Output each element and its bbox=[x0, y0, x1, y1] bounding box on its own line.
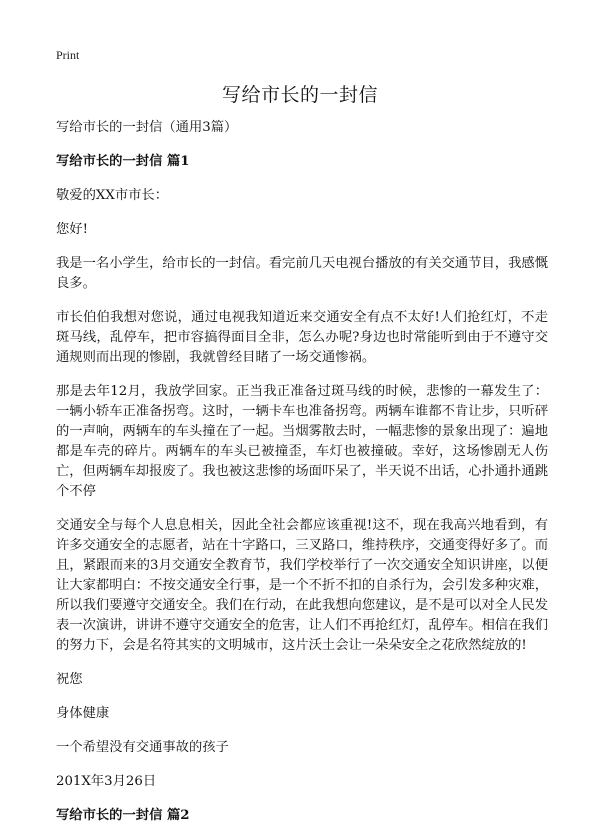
signature: 一个希望没有交通事故的孩子 bbox=[56, 740, 229, 755]
paragraph-accident: 那是去年12月，我放学回家。正当我正准备过斑马线的时候，悲惨的一幕发生了：一辆小轿车正准备拐弯。这时，一辆卡车也准备拐弯。两辆车谁都不肯让步，只听砰的一声响，两辆车的车头撞在了一起。当烟雾散去时，一幅悲惨的景象出现了：遍地都是车壳的碎片。两辆车的车头已被撞歪，车灯也被撞破。幸好，这场惨剧无人伤亡，但两辆车却报废了。我也被这悲惨的场面吓呆了，半天说不出话，心扑通扑通跳个不停 bbox=[56, 384, 548, 499]
page-title: 写给市长的一封信 bbox=[221, 84, 378, 106]
paragraph-concern: 市长伯伯我想对您说，通过电视我知道近来交通安全有点不太好!人们抢红灯，不走斑马线，乱停车，把市容搞得面目全非，怎么办呢?身边也时常能听到由于不遵守交通规则而出现的惨剧，我就曾经目睹了一场交通惨祸。 bbox=[56, 310, 548, 365]
closing: 祝您 bbox=[56, 672, 83, 687]
paragraph-intro: 我是一名小学生，给市长的一封信。看完前几天电视台播放的有关交通节目，我感慨良多。 bbox=[56, 256, 548, 291]
section-heading-1: 写给市长的一封信 篇1 bbox=[56, 154, 190, 169]
document-subtitle: 写给市长的一封信（通用3篇） bbox=[56, 120, 238, 135]
document-body bbox=[56, 118, 548, 840]
section-heading-2: 写给市长的一封信 篇2 bbox=[56, 808, 190, 823]
salutation: 敬爱的XX市市长： bbox=[56, 188, 169, 203]
print-link[interactable]: Print bbox=[56, 48, 80, 62]
wish: 身体健康 bbox=[56, 706, 110, 721]
greeting: 您好! bbox=[56, 222, 88, 237]
letter-date: 201X年3月26日 bbox=[56, 774, 157, 789]
paragraph-suggestion: 交通安全与每个人息息相关，因此全社会都应该重视!这不，现在我高兴地看到，有许多交通安全的志愿者，站在十字路口，三叉路口，维持秩序，交通变得好多了。而且，紧跟而来的3月交通安全教育节，我们学校举行了一次交通安全知识讲座，以便让大家都明白：不按交通安全行事，是一个不折不扣的自杀行为，会引发多种灾难，所以我们要遵守交通安全。我们在行动，在此我想向您建议，是不是可以对全人民发表一次演讲，讲讲不遵守交通安全的危害，让人们不再抢红灯，乱停车。相信在我们的努力下，会是名符其实的文明城市，这片沃土会让一朵朵安全之花欣然绽放的! bbox=[56, 518, 548, 653]
